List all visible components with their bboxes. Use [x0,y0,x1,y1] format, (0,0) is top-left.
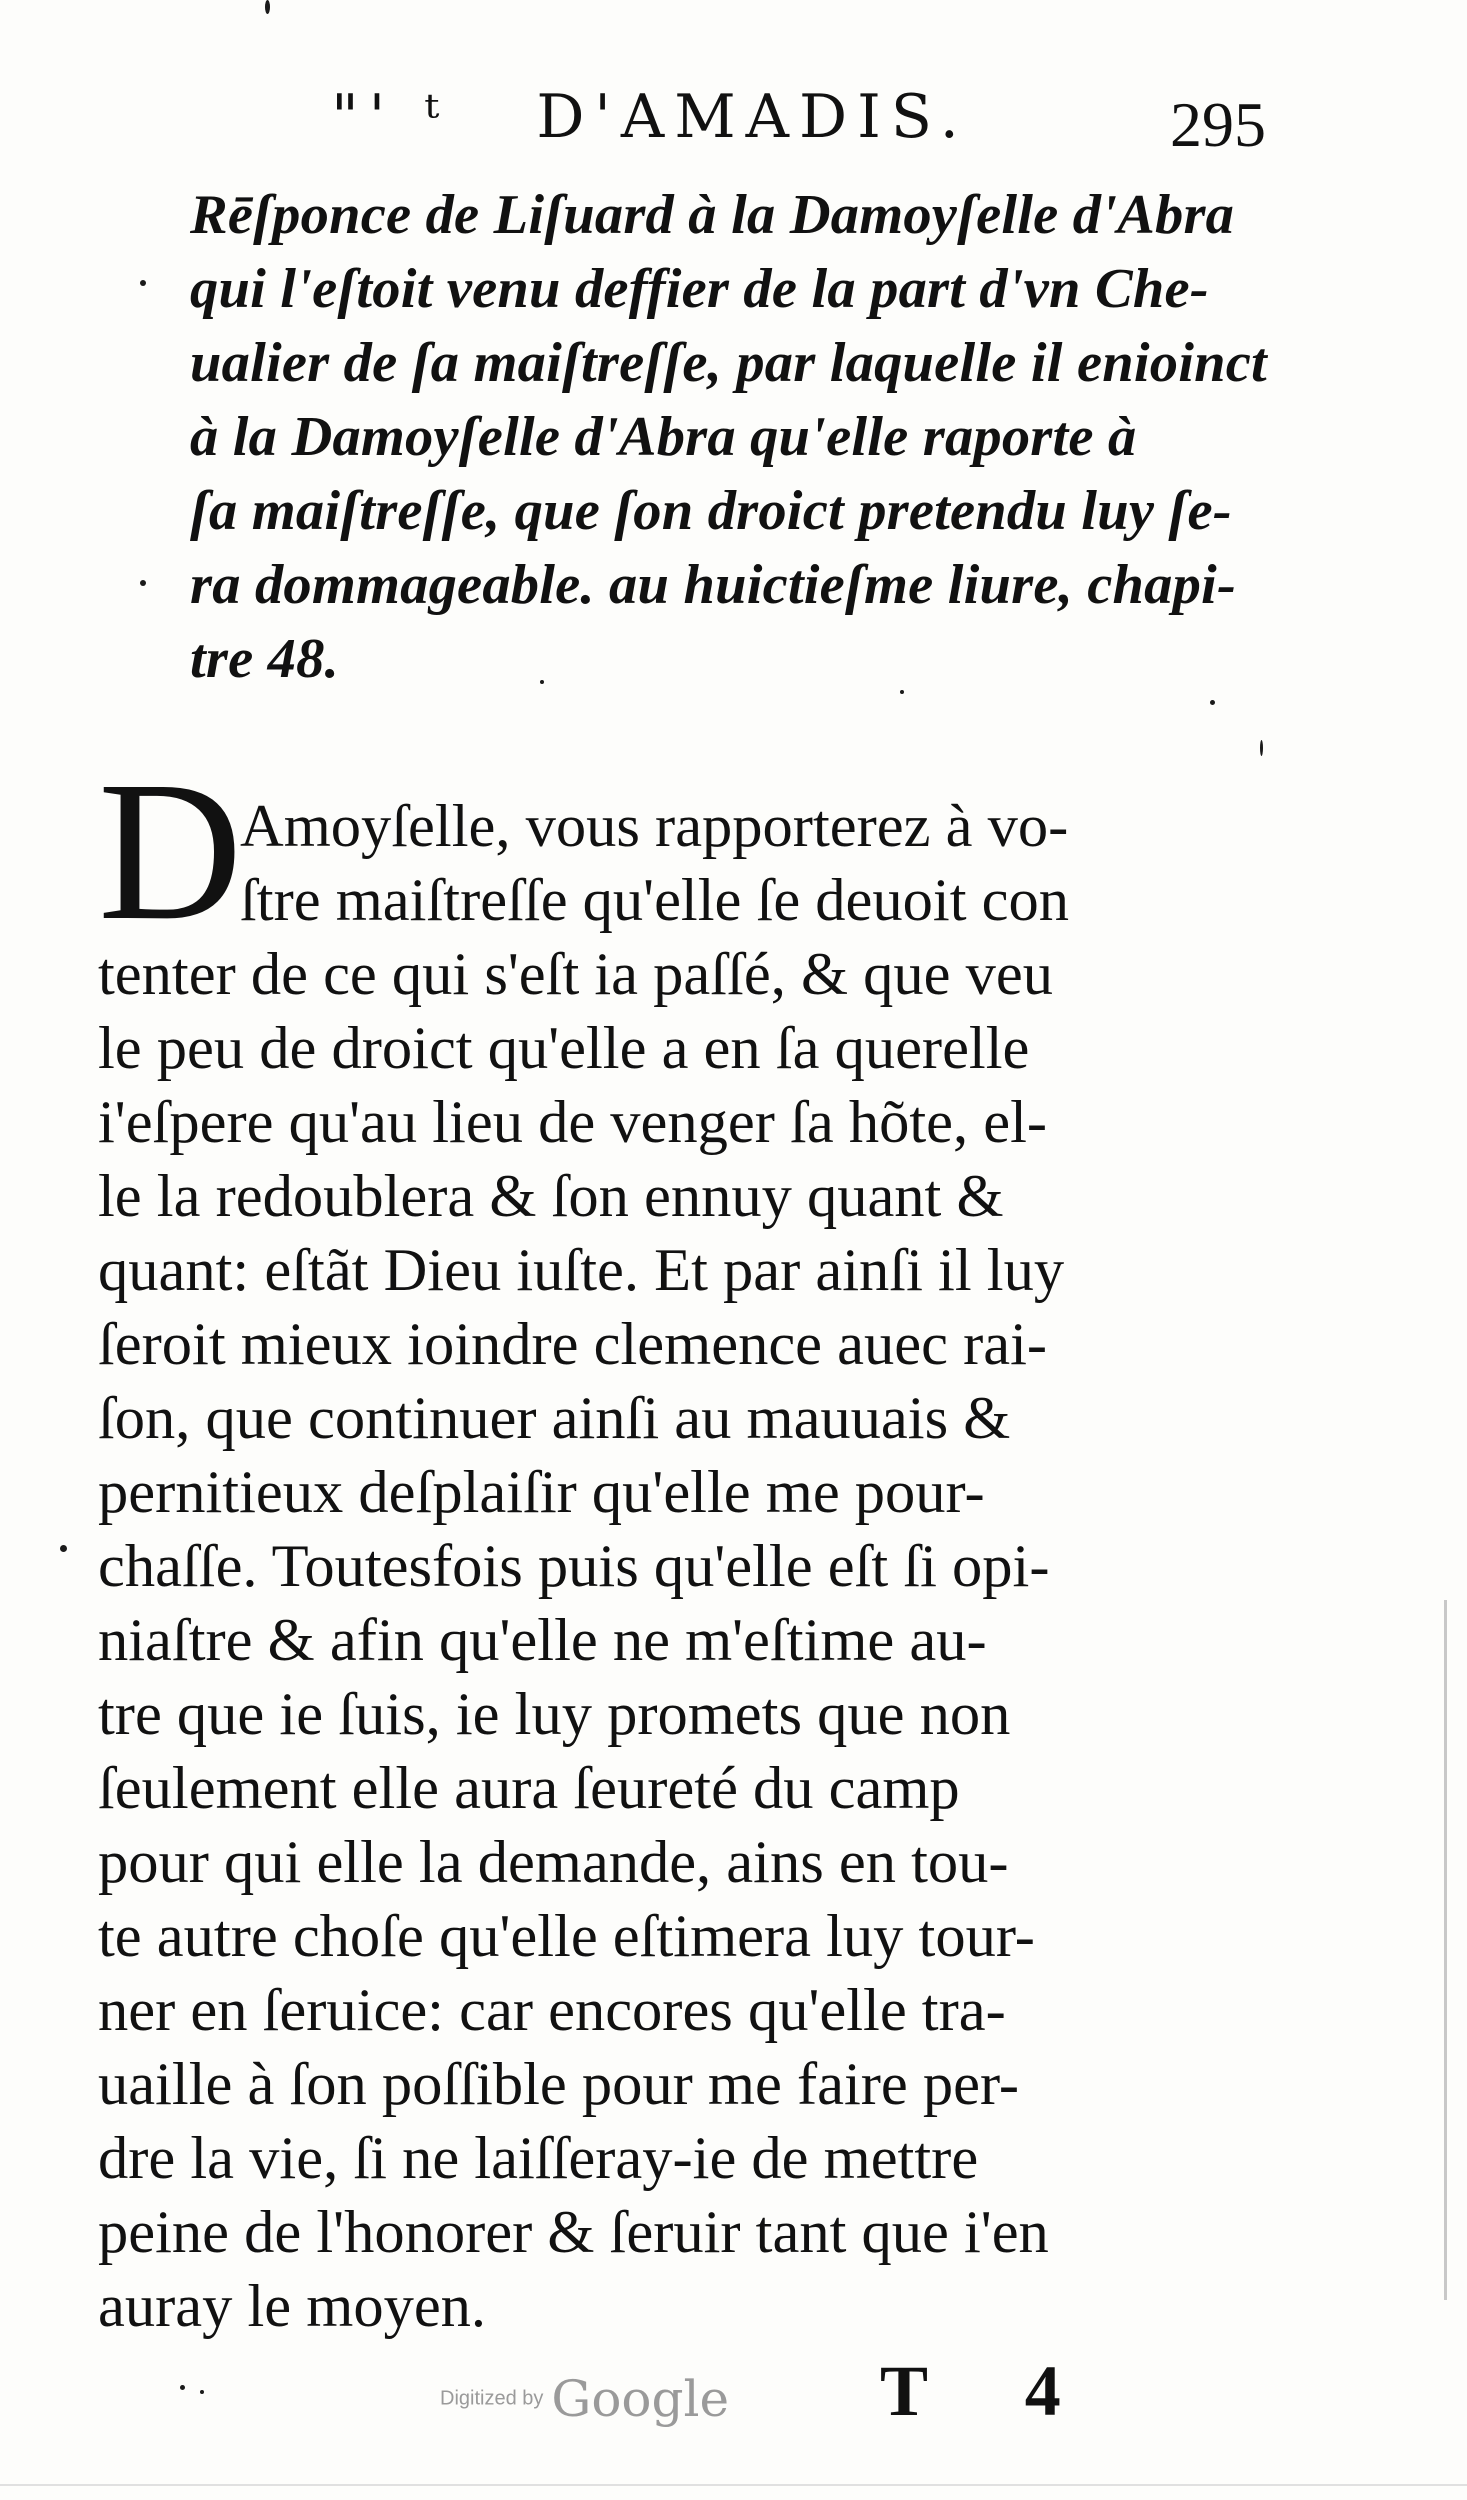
body-line: chaſſe. Toutesfois puis qu'elle eſt ſi opi- [98,1533,1050,1600]
body-line: niaſtre & afin qu'elle ne m'eſtime au- [98,1607,987,1674]
body-line: ner en ſeruice: car encores qu'elle tra- [98,1977,1006,2044]
body-line: peine de l'honorer & ſeruir tant que i'en [98,2199,1049,2266]
print-speck [140,280,146,286]
print-speck [265,0,270,14]
page-number: 295 [1170,89,1266,160]
signature-mark: T 4 [880,2351,1101,2431]
digitized-credit [440,2370,729,2428]
print-speck [200,2390,204,2394]
body-line: Amoyſelle, vous rapporterez à vo- [240,793,1069,860]
body-line: ſtre maiſtreſſe qu'elle ſe deuoit con [240,867,1070,934]
print-speck [1210,700,1215,705]
body-line: pour qui elle la demande, ains en tou- [98,1829,1009,1896]
print-speck [1260,740,1263,756]
print-speck [60,1545,67,1552]
body-line: ſeulement elle aura ſeureté du camp [98,1755,960,1822]
body-line: pernitieux deſplaiſir qu'elle me pour- [98,1459,985,1526]
body-line: tenter de ce qui s'eſt ia paſſé, & que veu [98,941,1054,1008]
body-line: ſon, que continuer ainſi au mauuais & [98,1385,1011,1452]
heading-line: ualier de ſa maiſtreſſe, par laquelle il enioinct [190,332,1267,394]
body-line: te autre choſe qu'elle eſtimera luy tour- [98,1903,1035,1970]
body-line: uaille à ſon poſſible pour me faire per- [98,2051,1020,2118]
running-head [300,82,1000,152]
drop-cap: D [98,741,243,962]
heading-line: qui l'eſtoit venu deffier de la part d'vn Che- [190,258,1209,320]
heading-line: Rēſponce de Liſuard à la Damoyſelle d'Abra [190,184,1235,246]
heading-line: ſa maiſtreſſe, que ſon droict pretendu luy ſe- [190,480,1232,542]
digitized-label: Digitized by [440,2387,544,2410]
running-head-ornament: "' ᵗ [331,82,450,152]
heading-line: à la Damoyſelle d'Abra qu'elle raporte à [190,406,1137,468]
body-text [98,790,1288,2344]
body-line: ſeroit mieux ioindre clemence auec rai- [98,1311,1048,1378]
body-line: auray le moyen. [98,2273,487,2340]
print-speck [140,580,146,586]
body-line: dre la vie, ſi ne laiſſeray-ie de mettre [98,2125,979,2192]
body-line: quant: eſtãt Dieu iuſte. Et par ainſi il luy [98,1237,1065,1304]
heading-line: ra dommageable. au huictieſme liure, chapi- [190,554,1236,616]
running-head-title: D'AMADIS. [536,82,969,152]
body-line: tre que ie ſuis, ie luy promets que non [98,1681,1011,1748]
body-line: le peu de droict qu'elle a en ſa querelle [98,1015,1030,1082]
chapter-heading [190,178,1310,696]
body-line: i'eſpere qu'au lieu de venger ſa hõte, el- [98,1089,1048,1156]
bottom-edge [0,2484,1467,2486]
google-logo: Google [551,2370,730,2428]
heading-line: tre 48. [190,628,339,690]
body-line: le la redoublera & ſon ennuy quant & [98,1163,1004,1230]
print-speck [180,2385,185,2390]
page-edge-shadow [1444,1600,1447,2300]
